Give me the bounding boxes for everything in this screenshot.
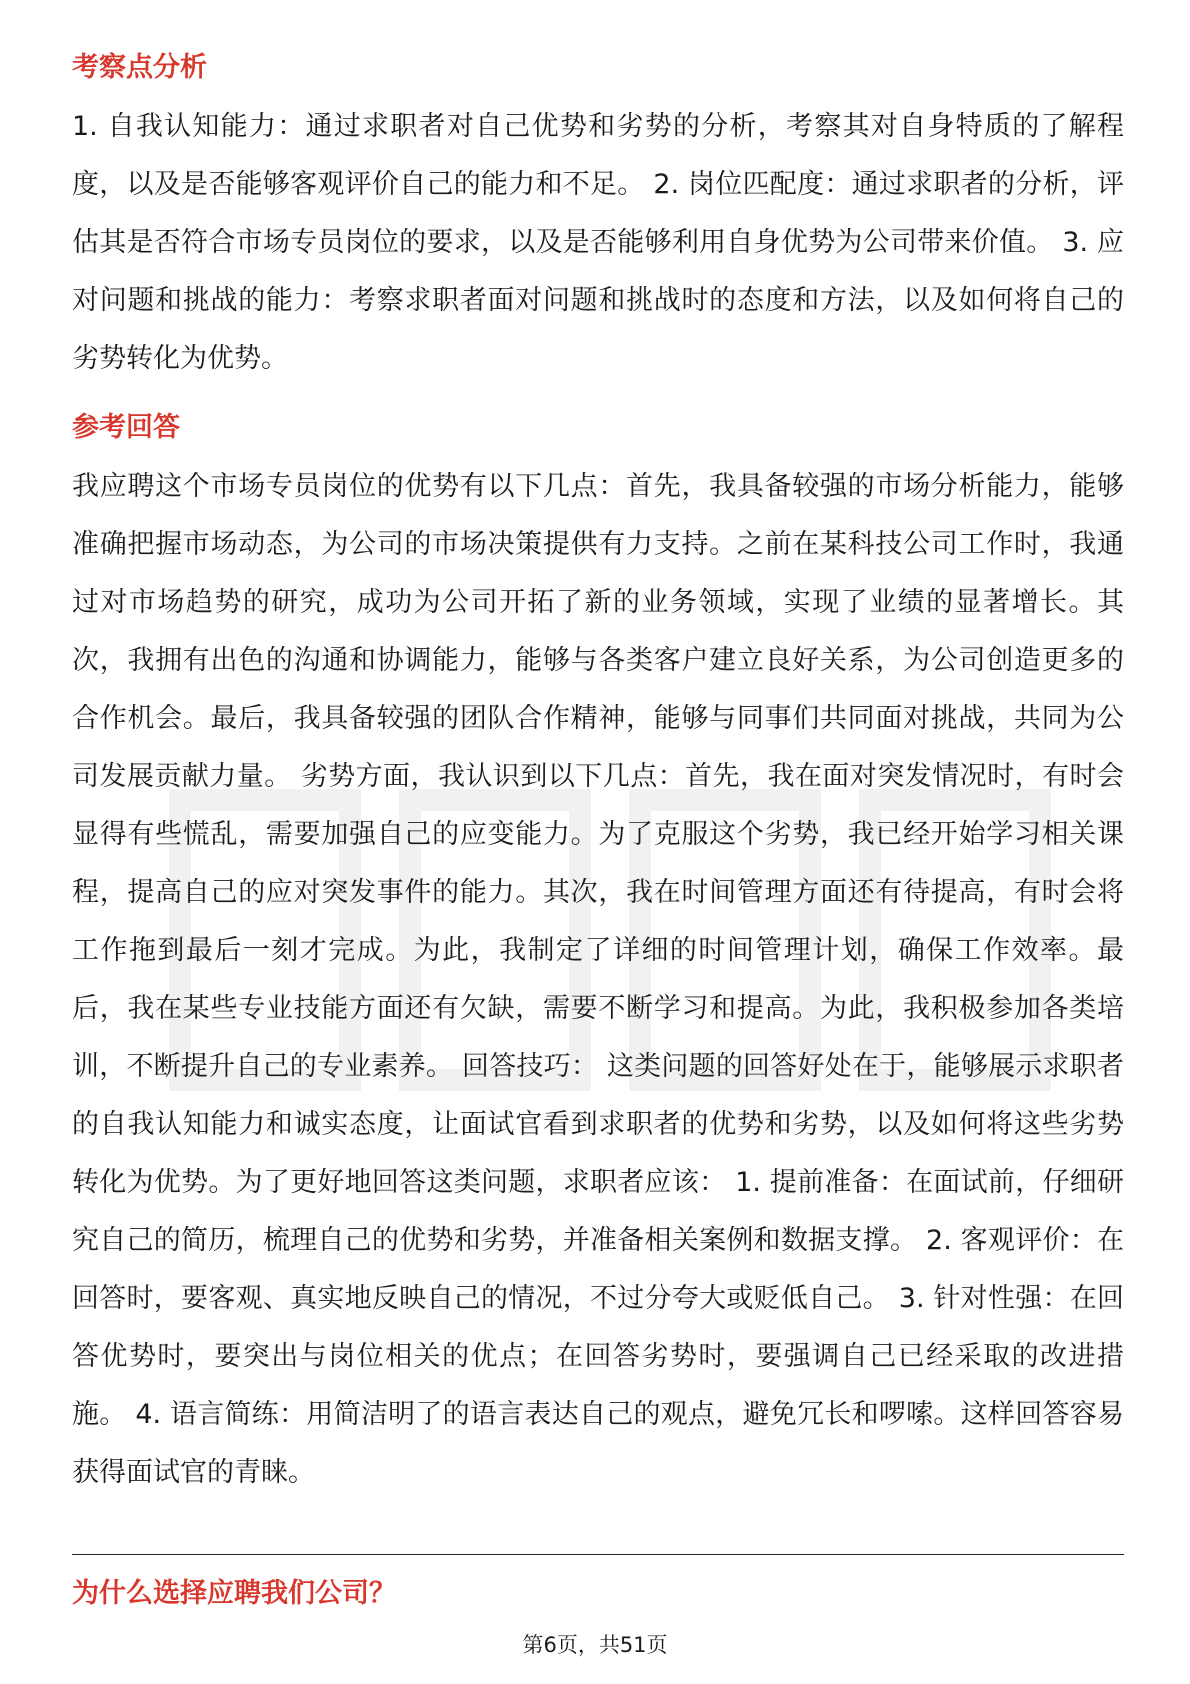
section-analysis [72, 46, 1124, 388]
section-title-reference-answer: 参考回答 [72, 412, 180, 443]
section-divider [72, 1554, 1124, 1555]
section-body-analysis: 1. 自我认知能力：通过求职者对自己优势和劣势的分析，考察其对自身特质的了解程度，以及是否能够客观评价自己的能力和不足。 2. 岗位匹配度：通过求职者的分析，评估其是否符合市场专员岗位的要求，以及是否能够利用自身优势为公司带来价值。 3. 应对问题和挑战的能力：考察求职者面对问题和挑战时的态度和方法，以及如何将自己的劣势转化为优势。 [72, 111, 1124, 374]
page-number: 第6页，共51页 [522, 1633, 668, 1657]
section-reference-answer [72, 406, 1124, 1502]
section-body-reference-answer: 我应聘这个市场专员岗位的优势有以下几点：首先，我具备较强的市场分析能力，能够准确把握市场动态，为公司的市场决策提供有力支持。之前在某科技公司工作时，我通过对市场趋势的研究，成功为公司开拓了新的业务领域，实现了业绩的显著增长。其次，我拥有出色的沟通和协调能力，能够与各类客户建立良好关系，为公司创造更多的合作机会。最后，我具备较强的团队合作精神，能够与同事们共同面对挑战，共同为公司发展贡献力量。 劣势方面，我认识到以下几点：首先，我在面对突发情况时，有时会显得有些慌乱，需要加强自己的应变能力。为了克服这个劣势，我已经开始学习相关课程，提高自己的应对突发事件的能力。其次，我在时间管理方面还有待提高，有时会将工作拖到最后一刻才完成。为此，我制定了详细的时间管理计划，确保工作效率。最后，我在某些专业技能方面还有欠缺，需要不断学习和提高。为此，我积极参加各类培训，不断提升自己的专业素养。 回答技巧： 这类问题的回答好处在于，能够展示求职者的自我认知能力和诚实态度，让面试官看到求职者的优势和劣势，以及如何将这些劣势转化为优势。为了更好地回答这类问题，求职者应该： 1. 提前准备：在面试前，仔细研究自己的简历，梳理自己的优势和劣势，并准备相关案例和数据支撑。 2. 客观评价：在回答时，要客观、真实地反映自己的情况，不过分夸大或贬低自己。 3. 针对性强：在回答优势时，要突出与岗位相关的优点；在回答劣势时，要强调自己已经采取的改进措施。 4. 语言简练：用简洁明了的语言表达自己的观点，避免冗长和啰嗦。这样回答容易获得面试官的青睐。 [72, 471, 1124, 1488]
section-title-analysis: 考察点分析 [72, 52, 207, 83]
document-page [72, 46, 1124, 1520]
next-question-title: 为什么选择应聘我们公司？ [72, 1578, 396, 1609]
